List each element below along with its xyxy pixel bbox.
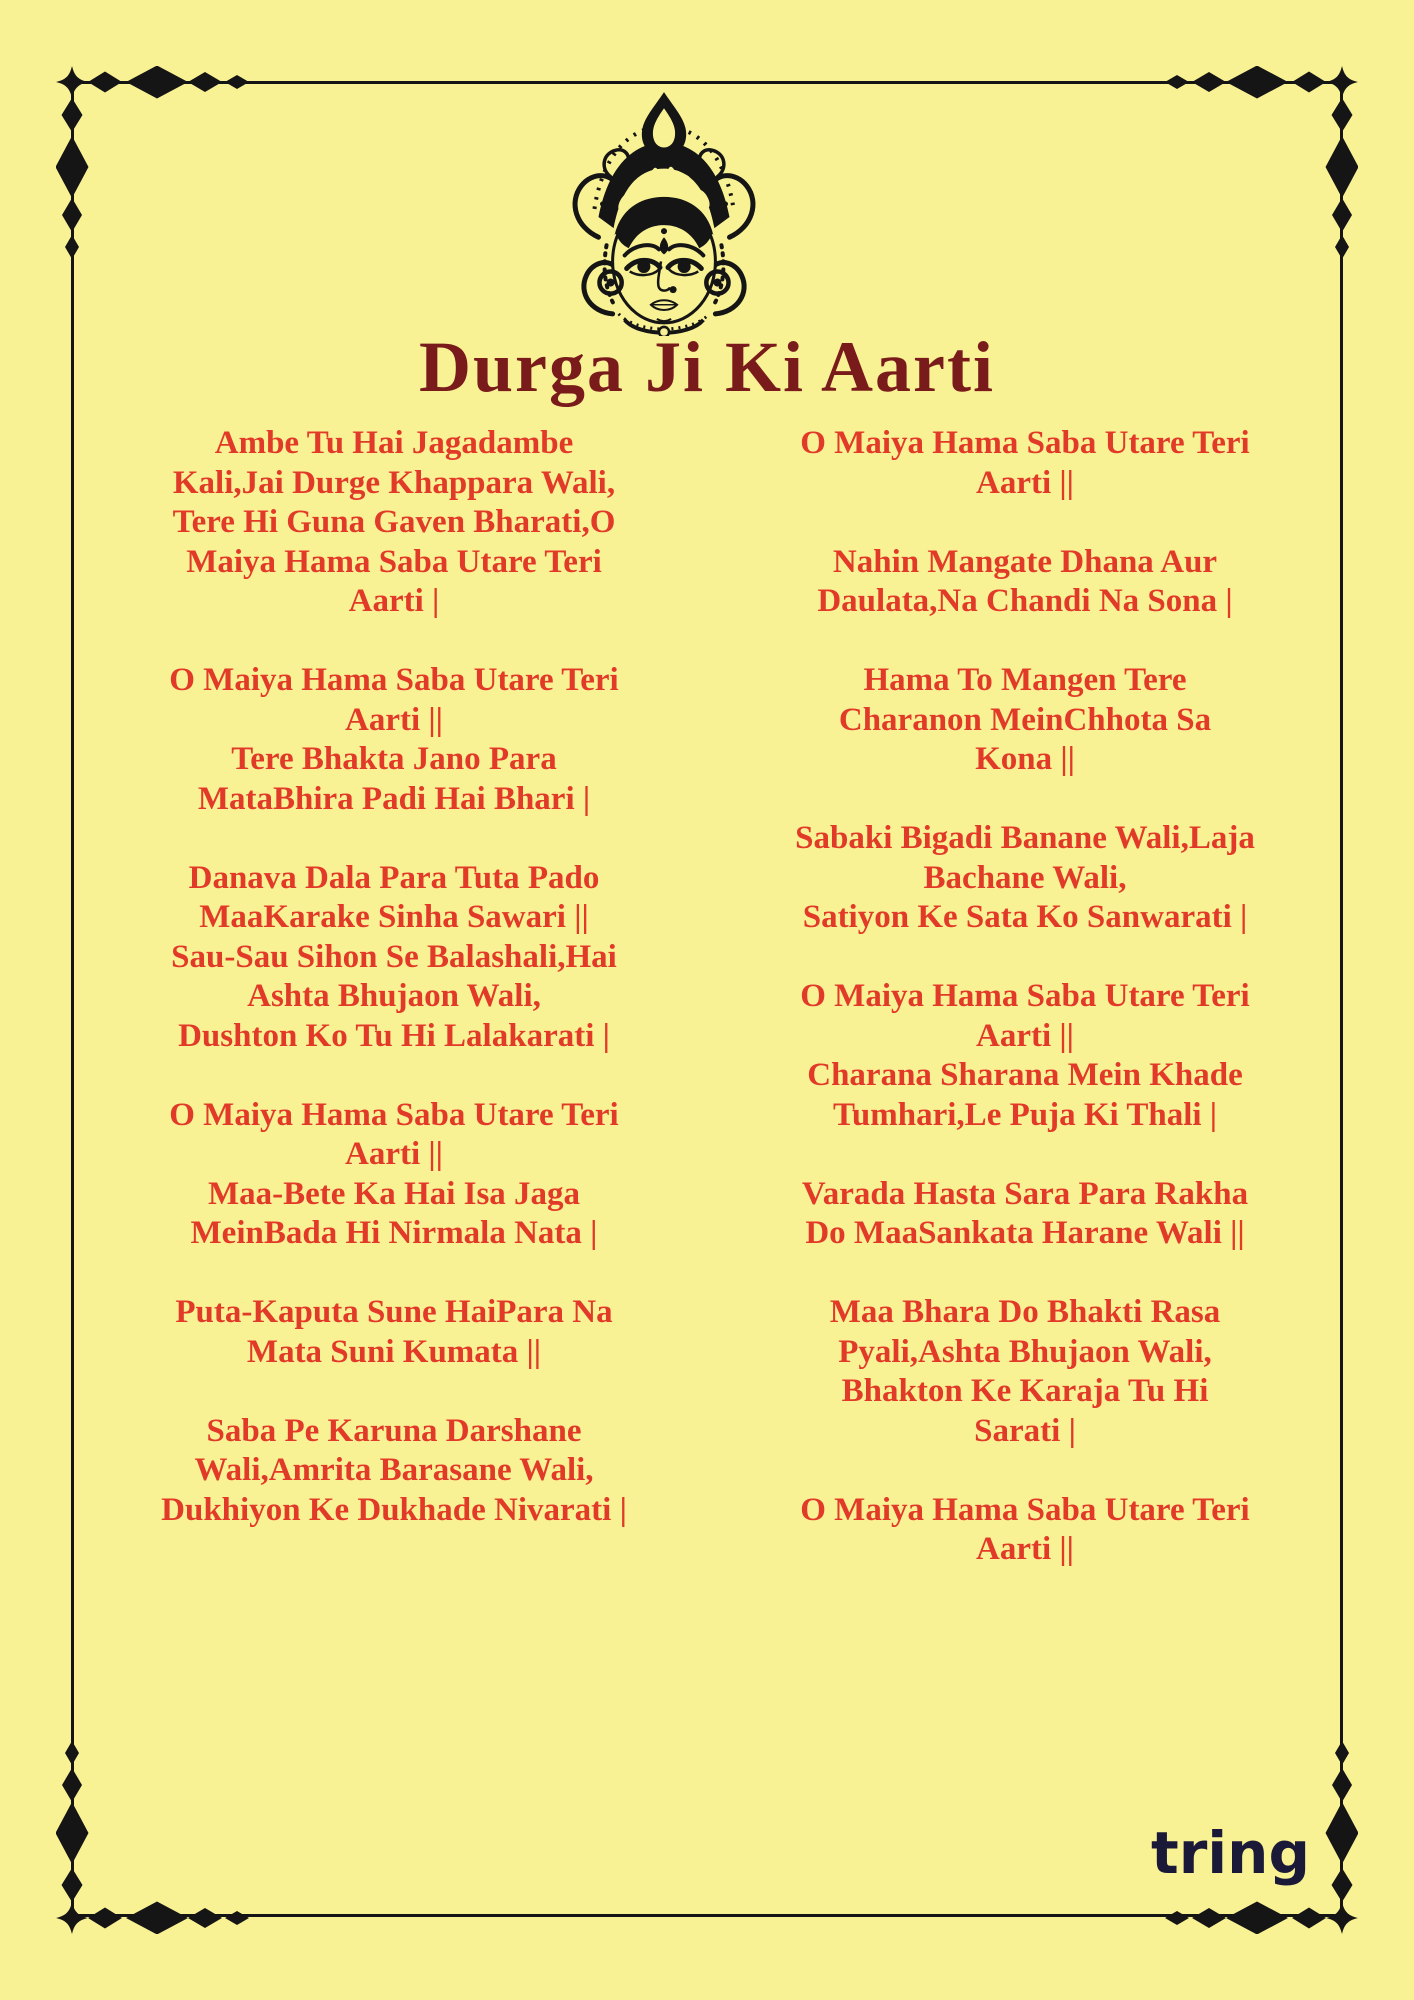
lyric-line: Maa-Bete Ka Hai Isa Jaga	[207, 1175, 581, 1212]
lyric-line: O Maiya Hama Saba Utare Teri	[169, 662, 619, 698]
lyric-line: Daulata,Na Chandi Na Sona |	[817, 583, 1233, 619]
lyric-line: MataBhira Padi Hai Bhari |	[197, 780, 591, 817]
lyric-line: Nahin Mangate Dhana Aur	[832, 543, 1218, 580]
stanza	[80, 859, 708, 1057]
lyric-line: Dushton Ko Tu Hi Lalakarati |	[178, 1017, 610, 1054]
lyric-line: Ashta Bhujaon Wali,	[247, 978, 541, 1014]
lyric-line: Bachane Wali,	[923, 859, 1127, 896]
lyrics-column-left	[80, 424, 708, 1570]
lyric-line: Sabaki Bigadi Banane Wali,Laja	[795, 820, 1255, 856]
stanza	[712, 424, 1338, 503]
lyric-line: Hama To Mangen Tere	[863, 662, 1187, 698]
lyric-line: MaaKarake Sinha Sawari ||	[199, 899, 589, 935]
stanza	[712, 1175, 1338, 1254]
lyric-line: Sarati |	[974, 1412, 1076, 1449]
durga-goddess-face-icon	[558, 84, 770, 336]
lyric-line: O Maiya Hama Saba Utare Teri	[800, 1491, 1250, 1528]
lyric-line: Maa Bhara Do Bhakti Rasa	[829, 1294, 1221, 1330]
lyric-line: Tumhari,Le Puja Ki Thali |	[832, 1096, 1218, 1133]
lyric-line: Pyali,Ashta Bhujaon Wali,	[838, 1333, 1212, 1370]
stanza	[712, 819, 1338, 938]
lyric-line: O Maiya Hama Saba Utare Teri	[800, 425, 1250, 461]
lyric-line: Tere Hi Guna Gaven Bharati,O	[172, 504, 616, 540]
page-title: Durga Ji Ki Aarti	[419, 327, 995, 407]
stanza	[712, 1491, 1338, 1570]
lyric-line: O Maiya Hama Saba Utare Teri	[169, 1096, 619, 1133]
lyric-line: Charanon MeinChhota Sa	[838, 701, 1212, 738]
lyric-line: Aarti ||	[345, 701, 443, 738]
stanza	[712, 661, 1338, 780]
stanza	[80, 1412, 708, 1531]
corner-diamond-ornament-icon	[1158, 66, 1358, 266]
lyrics-column-right	[712, 424, 1338, 1609]
lyric-line: Sau-Sau Sihon Se Balashali,Hai	[171, 938, 617, 975]
corner-diamond-ornament-icon	[56, 1734, 256, 1934]
stanza	[712, 543, 1338, 622]
lyric-line: Charana Sharana Mein Khade	[807, 1057, 1243, 1093]
lyric-line: Aarti ||	[976, 464, 1074, 501]
lyric-line: Maiya Hama Saba Utare Teri	[186, 543, 602, 580]
lyric-line: Tere Bhakta Jano Para	[231, 741, 557, 777]
lyric-line: Ambe Tu Hai Jagadambe	[214, 425, 574, 461]
lyric-line: Aarti ||	[976, 1017, 1074, 1054]
lyric-line: Kona ||	[975, 741, 1075, 777]
lyric-line: Mata Suni Kumata ||	[246, 1333, 542, 1370]
stanza	[80, 1293, 708, 1372]
lyric-line: Aarti ||	[976, 1531, 1074, 1567]
lyric-line: Do MaaSankata Harane Wali ||	[805, 1215, 1245, 1251]
lyric-line: Satiyon Ke Sata Ko Sanwarati |	[802, 899, 1248, 935]
lyric-line: Dukhiyon Ke Dukhade Nivarati |	[161, 1491, 627, 1528]
lyric-line: Wali,Amrita Barasane Wali,	[194, 1452, 594, 1488]
lyric-line: Danava Dala Para Tuta Pado	[188, 859, 600, 896]
stanza	[80, 1096, 708, 1254]
stanza	[712, 1293, 1338, 1451]
tring-logo: tring	[1150, 1819, 1310, 1887]
lyric-line: Puta-Kaputa Sune HaiPara Na	[175, 1294, 613, 1330]
stanza	[80, 661, 708, 819]
lyric-line: MeinBada Hi Nirmala Nata |	[190, 1215, 598, 1251]
stanza	[80, 424, 708, 622]
lyric-line: O Maiya Hama Saba Utare Teri	[800, 978, 1250, 1014]
lyric-line: Aarti ||	[345, 1136, 443, 1172]
lyric-line: Bhakton Ke Karaja Tu Hi	[841, 1373, 1209, 1409]
lyric-line: Kali,Jai Durge Khappara Wali,	[172, 464, 616, 501]
lyric-line: Varada Hasta Sara Para Rakha	[801, 1175, 1249, 1212]
lyric-line: Saba Pe Karuna Darshane	[206, 1412, 582, 1449]
stanza	[712, 977, 1338, 1135]
lyric-line: Aarti |	[348, 583, 440, 619]
corner-diamond-ornament-icon	[56, 66, 256, 266]
